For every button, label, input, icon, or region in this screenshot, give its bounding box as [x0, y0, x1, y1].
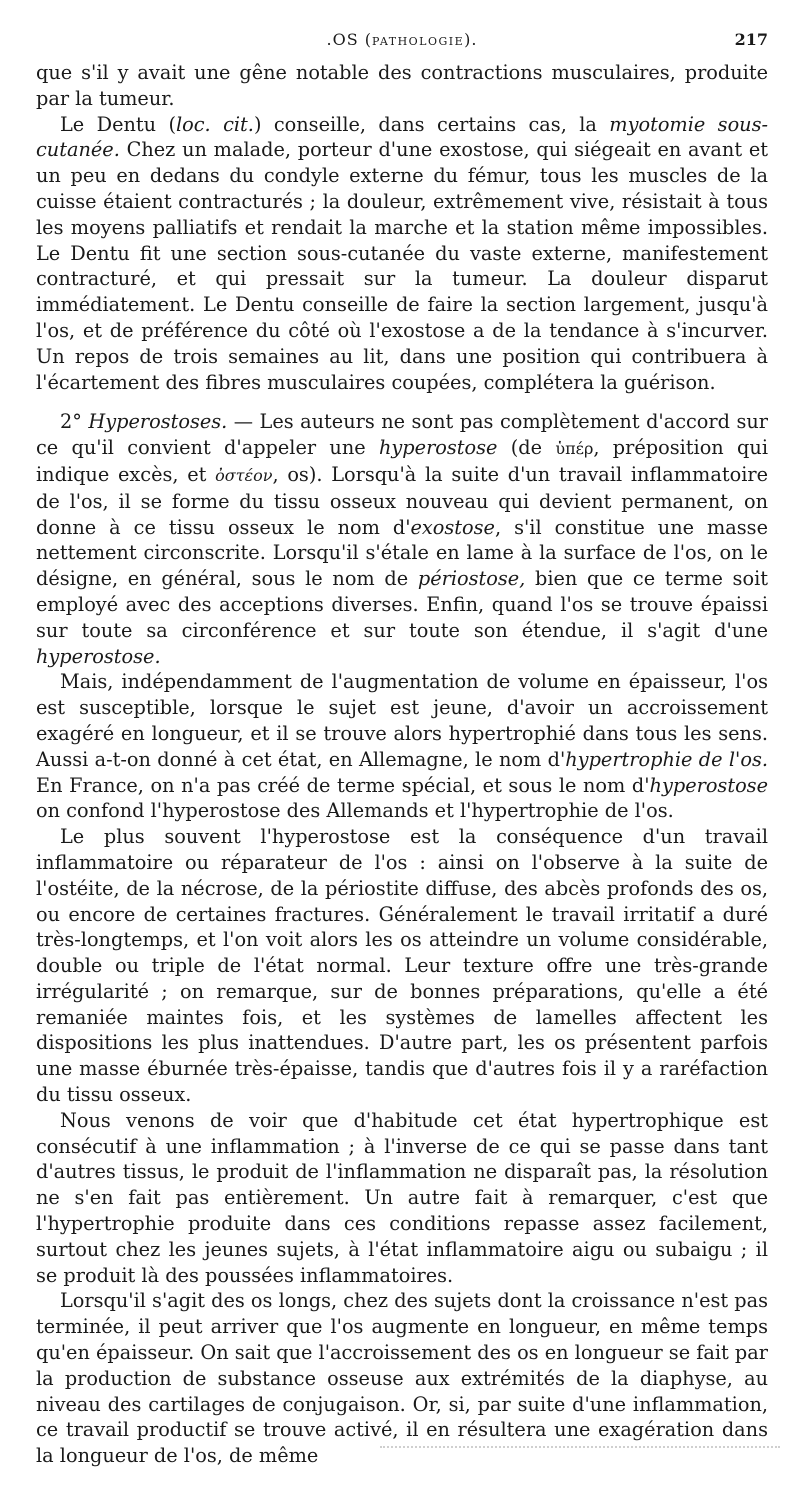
page-number: 217	[734, 30, 768, 49]
running-title	[36, 30, 768, 49]
greek-term: ὑπέρ	[555, 439, 594, 459]
italic-term: hyperostose	[649, 773, 768, 797]
body-text	[36, 60, 768, 1469]
text-run: ) conseille, dans certains cas, la	[253, 112, 610, 136]
italic-term: Hyperostoses.	[88, 410, 228, 434]
paragraph-hyperostoses-definition	[36, 409, 768, 669]
text-run: Nous venons de voir que d'habitude cet état hypertrophique est consécutif à une inflammation ; à l'inverse de ce qui se passe dans tant d'autres tissus, le produit de l'inflammation ne disparaît pas, la résolution ne s'en fait pas entièrement. Un autre fait à remarquer, c'est que l'hypertrophie produite dans ces conditions repasse assez facilement, surtout chez les jeunes sujets, à l'état inflammatoire aigu ou subaigu ; il se produit là des poussées inflammatoires.	[36, 1108, 768, 1287]
paragraph-os-longs	[36, 1288, 768, 1469]
italic-term: hyperostose	[379, 436, 498, 460]
text-run: bien que ce terme soit employé avec des acceptions diverses. Enfin, quand l'os se trouve épaissi sur toute sa circonférence et sur toute son étendue, il s'agit d'une	[36, 567, 768, 642]
italic-term: hyperostose.	[36, 644, 161, 668]
running-title-end: ).	[464, 30, 478, 49]
text-run: Le plus souvent l'hyperostose est la conséquence d'un travail inflammatoire ou réparateur de l'os : ainsi on l'observe à la suite de l'ostéite, de la nécrose, de la périostite diffuse, des abcès profonds des os, ou encore de certaines fractures. Généralement le travail irritatif a duré très-longtemps, et l'on voit alors les os atteindre un volume considérable, double ou triple de l'état normal. Leur texture offre une très-grande irrégularité ; on remarque, sur de bonnes préparations, qu'elle a été remaniée maintes fois, et les systèmes de lamelles affectent les dispositions les plus inattendues. D'autre part, les os présentent parfois une masse éburnée très-épaisse, tandis que d'autres fois il y a raréfaction du tissu osseux.	[36, 825, 768, 1107]
text-run: Chez un malade, porteur d'une exostose, qui siégeait en avant et un peu en dedans du condyle externe du fémur, tous les muscles de la cuisse étaient contracturés ; la douleur, extrêmement vive, résistait à tous les moyens palliatifs et rendait la marche et la station même impossibles. Le Dentu fit une section sous-cutanée du vaste externe, manifestement contracturé, et qui pressait sur la tumeur. La douleur disparut immédiatement. Le Dentu conseille de faire la section largement, jusqu'à l'os, et de préférence du côté où l'exostose a de la tendance à s'incurver. Un repos de trois semaines au lit, dans une position qui contribuera à l'écartement des fibres musculaires coupées, complétera la guérison.	[36, 138, 768, 394]
text-run: , os). Lorsqu'à la suite d'un travail inflammatoire de l'os, il se forme du tissu osseux nouveau qui devient permanent, on donne à ce tissu osseux le nom d'	[36, 462, 768, 539]
italic-term: hypertrophie de l'os.	[565, 747, 768, 771]
italic-term: exostose	[410, 515, 495, 539]
text-run: Le Dentu (	[60, 112, 176, 136]
text-run: (de	[497, 436, 556, 460]
greek-term: ὀστέον	[215, 465, 273, 485]
text-run: — Les auteurs ne sont pas complètement d'accord sur ce qu'il convient d'appeler une	[36, 410, 768, 460]
paragraph-inflammation	[36, 1108, 768, 1289]
italic-term: myotomie sous-cutanée.	[36, 112, 769, 162]
running-title-subject: PATHOLOGIE	[372, 35, 465, 48]
text-run: , préposition qui indique excès, et	[36, 436, 768, 486]
paragraph-causes	[36, 824, 768, 1108]
page-header	[36, 30, 768, 56]
italic-term: périostose,	[417, 567, 526, 591]
text-run: Mais, indépendamment de l'augmentation de volume en épaisseur, l'os est susceptible, lorsque le sujet est jeune, d'avoir un accroissement exagéré en longueur, et il se trouve alors hypertrophié dans tous les sens. Aussi a-t-on donné à cet état, en Allemagne, le nom d'	[36, 670, 768, 771]
running-title-main: .OS (	[326, 30, 372, 49]
paragraph-hypertrophie	[36, 669, 768, 824]
paragraph-myotomie	[36, 112, 768, 396]
text-run: , s'il constitue une masse nettement circonscrite. Lorsqu'il s'étale en lame à la surface de l'os, on le désigne, en général, sous le nom de	[36, 515, 768, 591]
italic-term: loc. cit.	[175, 112, 254, 136]
text-run: 2°	[60, 410, 89, 434]
text-run: on confond l'hyperostose des Allemands et l'hypertrophie de l'os.	[36, 799, 674, 823]
text-run: Lorsqu'il s'agit des os longs, chez des sujets dont la croissance n'est pas terminée, il peut arriver que l'os augmente en longueur, en même temps qu'en épaisseur. On sait que l'accroissement des os en longueur se fait par la production de substance osseuse aux extrémités de la diaphyse, au niveau des cartilages de conjugaison. Or, si, par suite d'une inflammation, ce travail productif se trouve activé, il en résultera une exagération dans la longueur de l'os, de même	[36, 1289, 768, 1468]
paragraph-continuation	[36, 60, 768, 112]
text-run: En France, on n'a pas créé de terme spécial, et sous le nom d'	[36, 773, 650, 797]
text-run: que s'il y avait une gêne notable des contractions musculaires, produite par la tumeur.	[36, 61, 768, 110]
footer-rule	[380, 1446, 780, 1448]
